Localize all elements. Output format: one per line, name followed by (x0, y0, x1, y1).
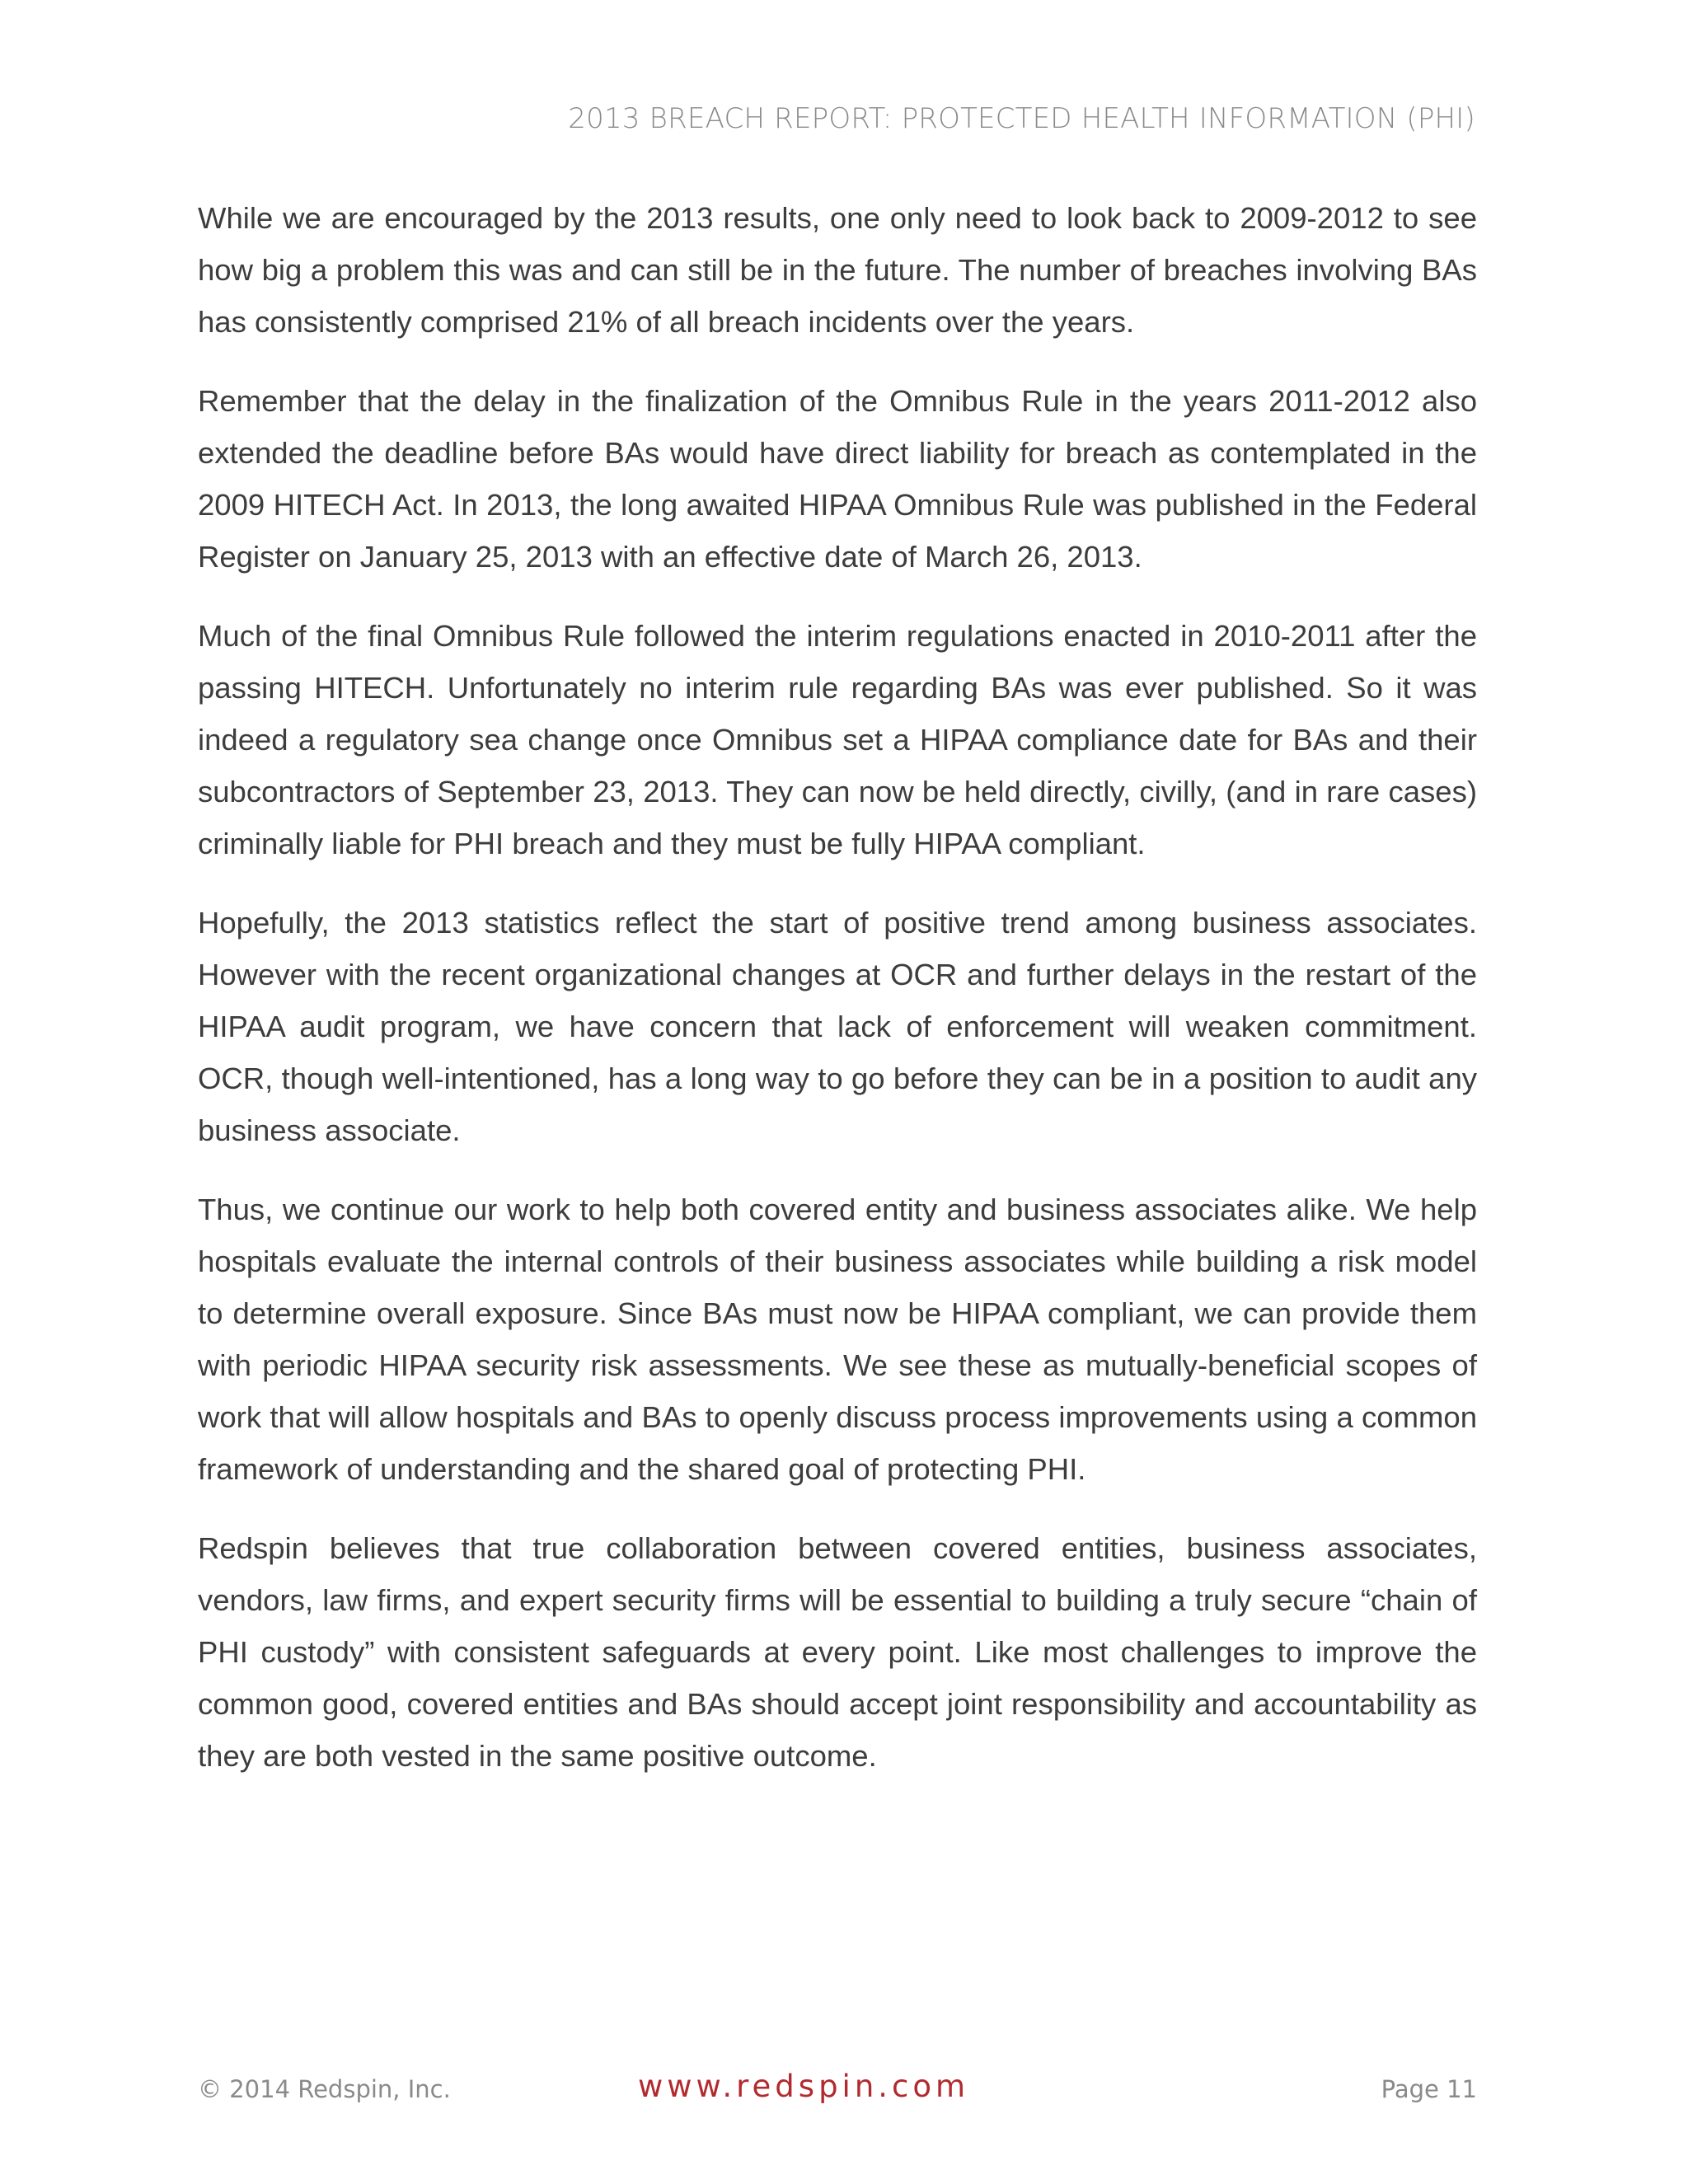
footer-copyright: © 2014 Redspin, Inc. (198, 2075, 451, 2103)
paragraph-4: Hopefully, the 2013 statistics reflect the start of positive trend among business associates. However with the recent organizational changes at OCR and further delays in the restart of the HIPAA audit program, we have concern that lack of enforcement will weaken commitment. OCR, though well-intentioned, has a long way to go before they can be in a position to audit any business associate. (198, 906, 1477, 1147)
paragraph-1: While we are encouraged by the 2013 results, one only need to look back to 2009-2012 to see how big a problem this was and can still be in the future. The number of breaches involving BAs has consistently comprised 21% of all breach incidents over the years. (198, 201, 1477, 339)
body-text (198, 192, 1477, 1809)
footer-website-link[interactable]: www.redspin.com (638, 2069, 970, 2104)
page-number: Page 11 (1381, 2075, 1477, 2103)
paragraph-3: Much of the final Omnibus Rule followed the interim regulations enacted in 2010-2011 after the passing HITECH. Unfortunately no interim rule regarding BAs was ever published. So it was indeed a regulatory sea change once Omnibus set a HIPAA compliance date for BAs and their subcontractors of September 23, 2013. They can now be held directly, civilly, (and in rare cases) criminally liable for PHI breach and they must be fully HIPAA compliant. (198, 619, 1477, 860)
paragraph-5: Thus, we continue our work to help both covered entity and business associates alike. We help hospitals evaluate the internal controls of their business associates while building a risk model to determine overall exposure. Since BAs must now be HIPAA compliant, we can provide them with periodic HIPAA security risk assessments. We see these as mutually-beneficial scopes of work that will allow hospitals and BAs to openly discuss process improvements using a common framework of understanding and the shared goal of protecting PHI. (198, 1193, 1477, 1486)
page-footer (198, 2069, 1477, 2110)
running-header: 2013 BREACH REPORT: PROTECTED HEALTH INFORMATION (PHI) (568, 102, 1475, 135)
paragraph-2: Remember that the delay in the finalization of the Omnibus Rule in the years 2011-2012 also extended the deadline before BAs would have direct liability for breach as contemplated in the 2009 HITECH Act. In 2013, the long awaited HIPAA Omnibus Rule was published in the Federal Register on January 25, 2013 with an effective date of March 26, 2013. (198, 384, 1477, 574)
paragraph-6: Redspin believes that true collaboration between covered entities, business associates, vendors, law firms, and expert security firms will be essential to building a truly secure “chain of PHI custody” with consistent safeguards at every point. Like most challenges to improve the common good, covered entities and BAs should accept joint responsibility and accountability as they are both vested in the same positive outcome. (198, 1531, 1477, 1773)
